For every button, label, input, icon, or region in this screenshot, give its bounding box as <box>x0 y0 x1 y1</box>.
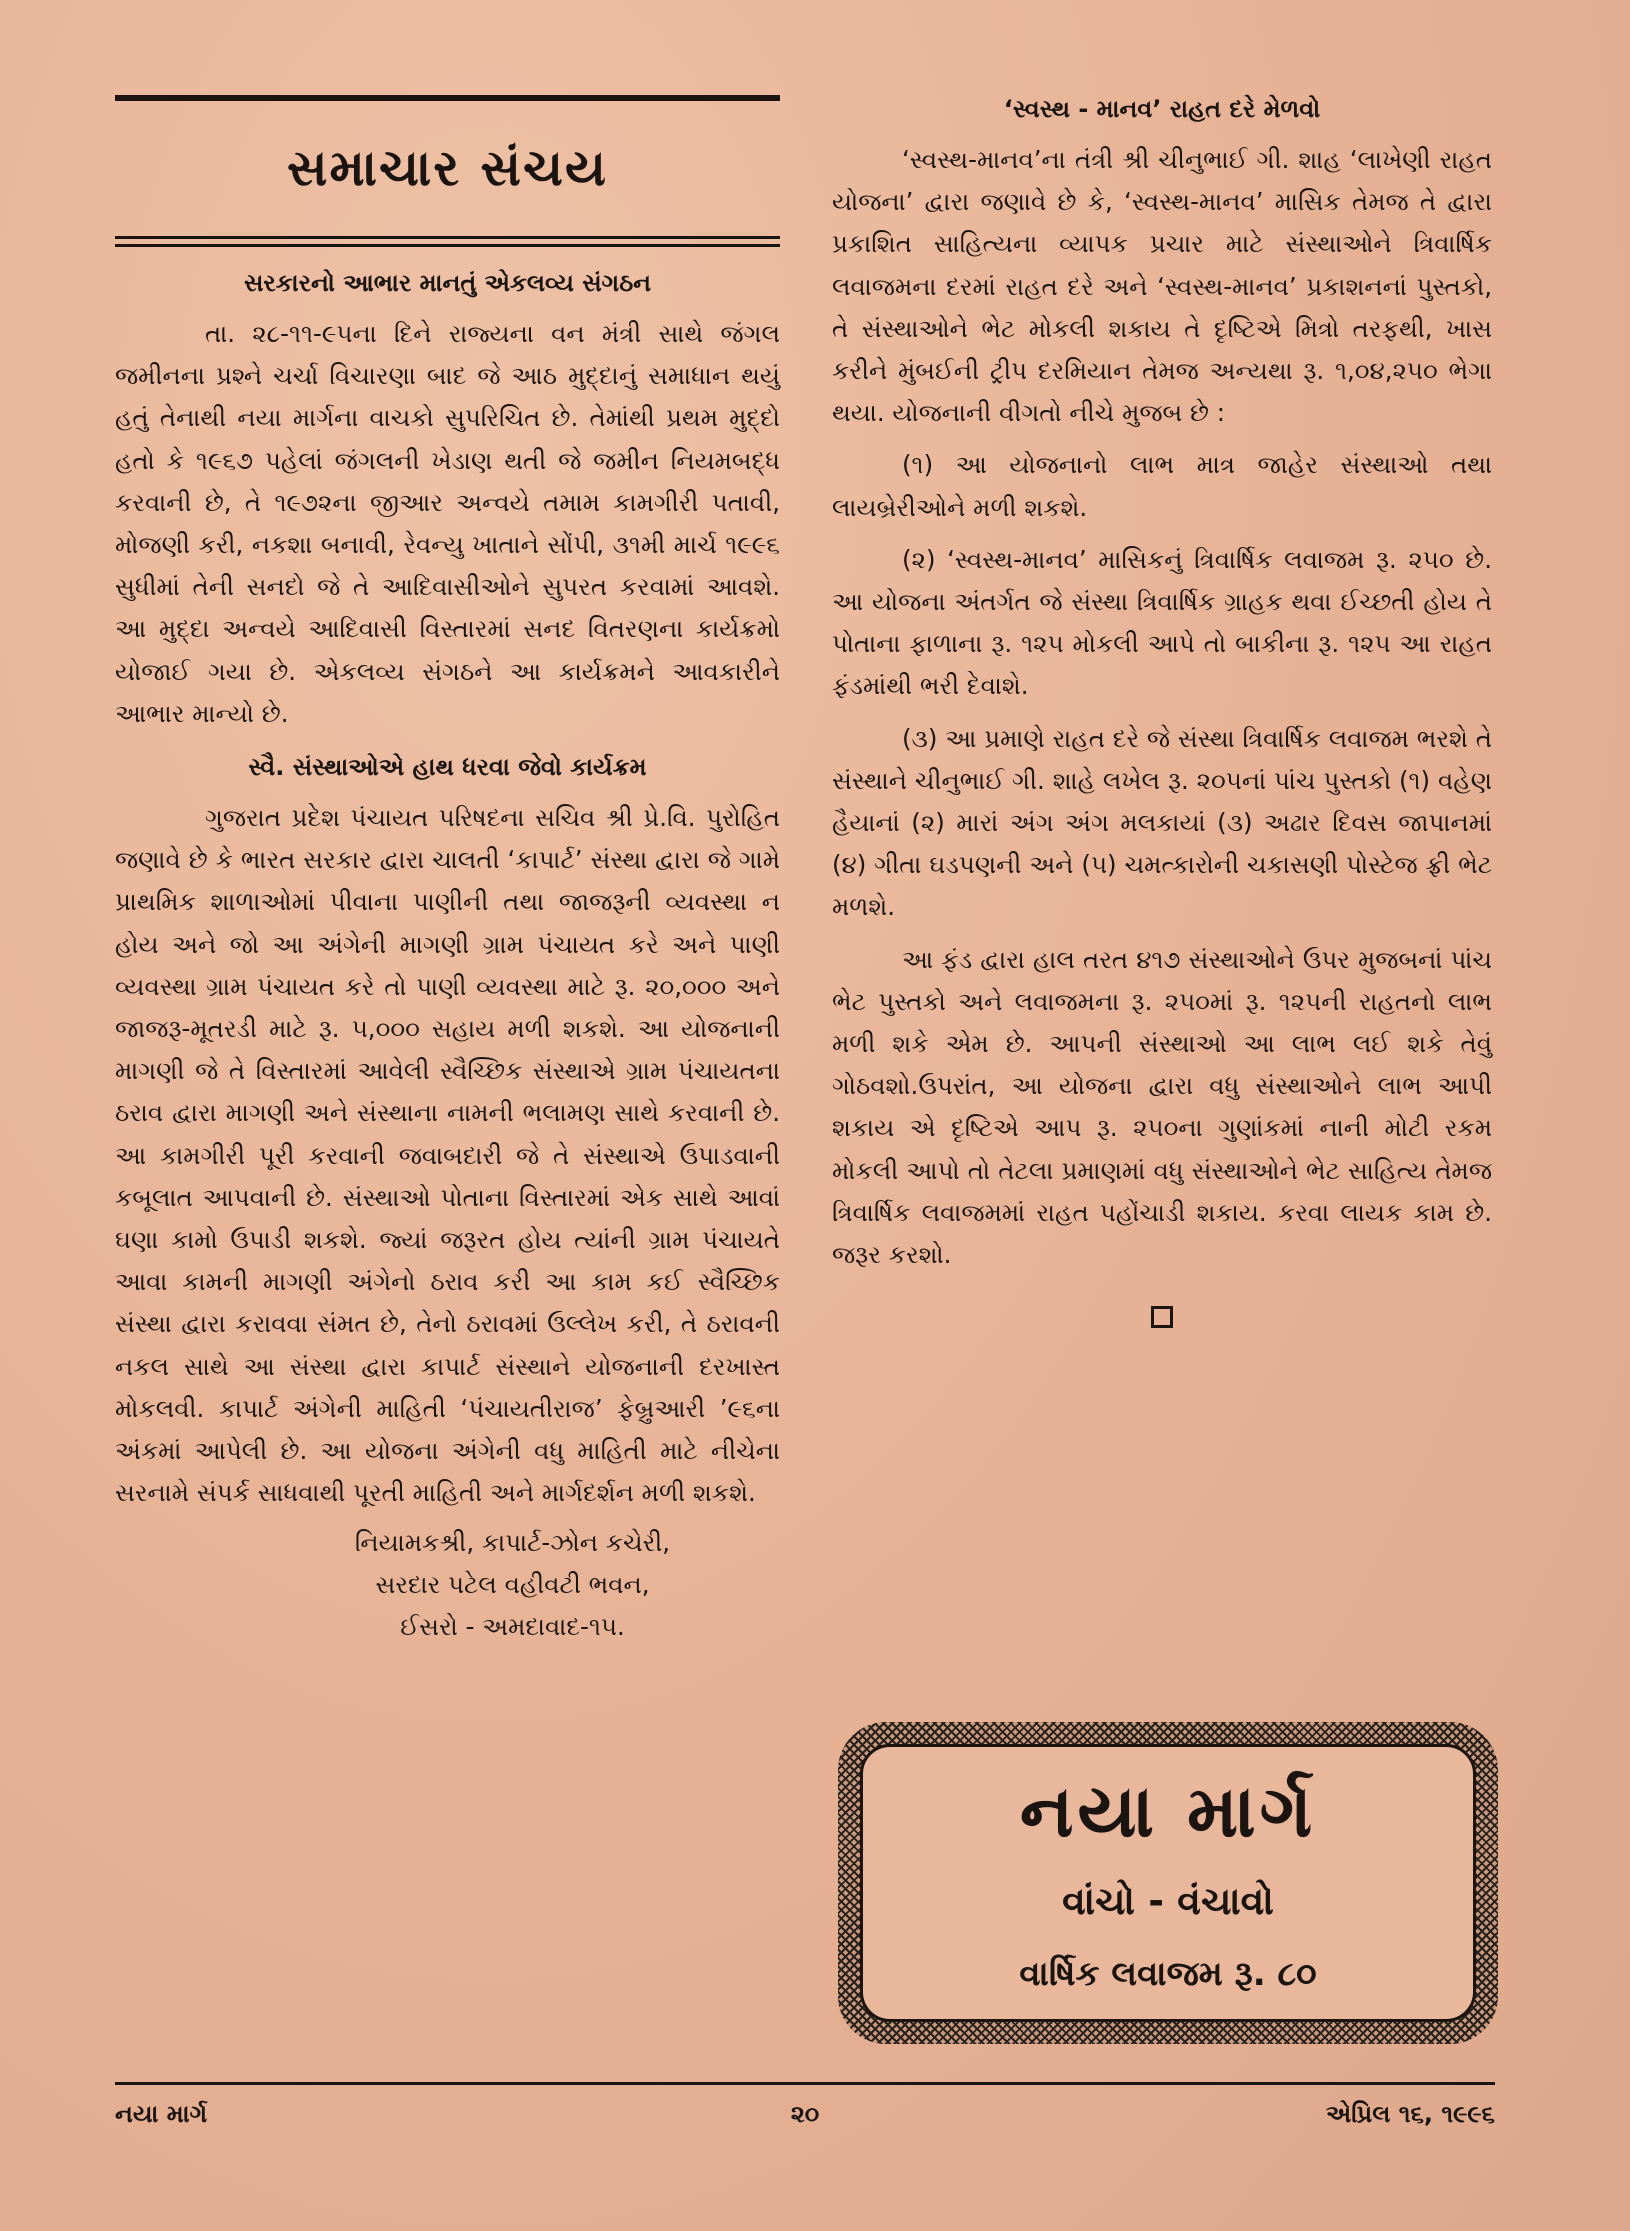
promo-title: નયા માર્ગ <box>1019 1769 1317 1853</box>
promo-box-inner <box>860 1744 1476 2022</box>
article-1-headline: સરકારનો આભાર માનતું એકલવ્ય સંગઠન <box>243 269 652 297</box>
scheme-item-2: (૨) ‘સ્વસ્થ-માનવ’ માસિકનું ત્રિવાર્ષિક લવાજમ રૂ. ૨૫૦ છે. આ યોજના અંતર્ગત જે સંસ્થા ત્રિવાર્ષિક ગ્રાહક થવા ઈચ્છતી હોય તે પોતાના ફાળાના રૂ. ૧૨૫ મોકલી આપે તો બાકીના રૂ. ૧૨૫ આ રાહત ફંડમાંથી ભરી દેવાશે. <box>832 544 1492 701</box>
footer-rule <box>115 2082 1495 2085</box>
footer-page-number: ૨૦ <box>790 2100 820 2128</box>
promo-box <box>838 1722 1498 2044</box>
left-column <box>115 95 780 1648</box>
section-masthead: સમાચાર સંચય <box>286 139 608 197</box>
scheme-item-1: (૧) આ યોજનાનો લાભ માત્ર જાહેર સંસ્થાઓ તથા લાયબ્રેરીઓને મળી શકશે. <box>832 450 1492 522</box>
article-3-headline: ‘સ્વસ્થ - માનવ’ રાહત દરે મેળવો <box>1003 95 1321 123</box>
article-2-body: ગુજરાત પ્રદેશ પંચાયત પરિષદના સચિવ શ્રી પ્રે.વિ. પુરોહિત જણાવે છે કે ભારત સરકાર દ્વારા ચાલતી ‘કાપાર્ટ’ સંસ્થા દ્વારા જે ગામે પ્રાથમિક શાળાઓમાં પીવાના પાણીની તથા જાજરૂની વ્યવસ્થા ન હોય અને જો આ અંગેની માગણી ગ્રામ પંચાયત કરે અને પાણી વ્યવસ્થા ગ્રામ પંચાયત કરે તો પાણી વ્યવસ્થા માટે રૂ. ૨૦,૦૦૦ અને જાજરૂ-મૂતરડી માટે રૂ. ૫,૦૦૦ સહાય મળી શકશે. આ યોજનાની માગણી જે તે વિસ્તારમાં આવેલી સ્વૈચ્છિક સંસ્થાએ ગ્રામ પંચાયતના ઠરાવ દ્વારા માગણી અને સંસ્થાના નામની ભલામણ સાથે કરવાની છે. આ કામગીરી પૂરી કરવાની જવાબદારી જે તે સંસ્થાએ ઉપાડવાની કબૂલાત આપવાની છે. સંસ્થાઓ પોતાના વિસ્તારમાં એક સાથે આવાં ઘણા કામો ઉપાડી શકશે. જ્યાં જરૂરત હોય ત્યાંની ગ્રામ પંચાયતે આવા કામની માગણી અંગેનો ઠરાવ કરી આ કામ કઈ સ્વૈચ્છિક સંસ્થા દ્વારા કરાવવા સંમત છે, તેનો ઠરાવમાં ઉલ્લેખ કરી, તે ઠરાવની નકલ સાથે આ સંસ્થા દ્વારા કાપાર્ટ સંસ્થાને યોજનાની દરખાસ્ત મોકલવી. કાપાર્ટ અંગેની માહિતી ‘પંચાયતીરાજ’ ફેબ્રુઆરી ’૯૬ના અંકમાં આપેલી છે. આ યોજના અંગેની વધુ માહિતી માટે નીચેના સરનામે સંપર્ક સાધવાથી પૂરતી માહિતી અને માર્ગદર્શન મળી શકશે. <box>115 803 780 1508</box>
promo-subscription: વાર્ષિક લવાજમ રૂ. ૮૦ <box>1019 1954 1317 1994</box>
right-column <box>832 95 1492 1328</box>
address-line: નિયામકશ્રી, કાપાર્ટ-ઝોન કચેરી, <box>354 1528 671 1558</box>
footer-publication: નયા માર્ગ <box>115 2100 208 2128</box>
scheme-item-3: (૩) આ પ્રમાણે રાહત દરે જે સંસ્થા ત્રિવાર્ષિક લવાજમ ભરશે તે સંસ્થાને ચીનુભાઈ ગી. શાહે લખેલ રૂ. ૨૦૫નાં પાંચ પુસ્તકો (૧) વહેણ હૈયાનાં (૨) મારાં અંગ અંગ મલકાયાં (૩) અઢાર દિવસ જાપાનમાં (૪) ગીતા ઘડપણની અને (૫) ચમત્કારોની ચકાસણી પોસ્ટેજ ફ્રી ભેટ મળશે. <box>832 723 1492 922</box>
article-2-headline: સ્વૈ. સંસ્થાઓએ હાથ ધરવા જેવો કાર્યક્રમ <box>248 753 647 782</box>
promo-subtitle: વાંચો - વંચાવો <box>1062 1879 1274 1923</box>
masthead-bottom-rule <box>115 236 780 247</box>
footer-date: એપ્રિલ ૧૬, ૧૯૯૬ <box>1325 2100 1495 2128</box>
address-line: સરદાર પટેલ વહીવટી ભવન, <box>375 1570 650 1600</box>
article-3-closing: આ ફંડ દ્વારા હાલ તરત ૪૧૭ સંસ્થાઓને ઉપર મુજબનાં પાંચ ભેટ પુસ્તકો અને લવાજમના રૂ. ૨૫૦માં રૂ. ૧૨૫ની રાહતનો લાભ મળી શકે એમ છે. આપની સંસ્થાઓ આ લાભ લઈ શકે તેવું ગોઠવશો.ઉપરાંત, આ યોજના દ્વારા વધુ સંસ્થાઓને લાભ આપી શકાય એ દૃષ્ટિએ આપ રૂ. ૨૫૦ના ગુણાંકમાં નાની મોટી રકમ મોકલી આપો તો તેટલા પ્રમાણમાં વધુ સંસ્થાઓને ભેટ સાહિત્ય તેમજ ત્રિવાર્ષિક લવાજમમાં રાહત પહોંચાડી શકાય. કરવા લાયક કામ છે. જરૂર કરશો. <box>832 944 1492 1270</box>
article-1-body: તા. ૨૮-૧૧-૯૫ના દિને રાજ્યના વન મંત્રી સાથે જંગલ જમીનના પ્રશ્ને ચર્ચા વિચારણા બાદ જે આઠ મુદ્દાનું સમાધાન થયું હતું તેનાથી નયા માર્ગના વાચકો સુપરિચિત છે. તેમાંથી પ્રથમ મુદ્દો હતો કે ૧૯૬૭ પહેલાં જંગલની ખેડાણ થતી જે જમીન નિયમબદ્ધ કરવાની છે, તે ૧૯૭૨ના જીઆર અન્વયે તમામ કામગીરી પતાવી, મોજણી કરી, નકશા બનાવી, રેવન્યુ ખાતાને સોંપી, ૩૧મી માર્ચ ૧૯૯૬ સુધીમાં તેની સનદો જે તે આદિવાસીઓને સુપરત કરવામાં આવશે. આ મુદ્દા અન્વયે આદિવાસી વિસ્તારમાં સનદ વિતરણના કાર્યક્રમો યોજાઈ ગયા છે. એકલવ્ય સંગઠને આ કાર્યક્રમને આવકારીને આભાર માન્યો છે. <box>115 319 780 728</box>
article-3-intro: ‘સ્વસ્થ-માનવ’ના તંત્રી શ્રી ચીનુભાઈ ગી. શાહ ‘લાખેણી રાહત યોજના’ દ્વારા જણાવે છે કે, ‘સ્વસ્થ-માનવ’ માસિક તેમજ તે દ્વારા પ્રકાશિત સાહિત્યના વ્યાપક પ્રચાર માટે સંસ્થાઓને ત્રિવાર્ષિક લવાજમના દરમાં રાહત દરે અને ‘સ્વસ્થ-માનવ’ પ્રકાશનનાં પુસ્તકો, તે સંસ્થાઓને ભેટ મોકલી શકાય તે દૃષ્ટિએ મિત્રો તરફથી, ખાસ કરીને મુંબઈની ટ્રીપ દરમિયાન તેમજ અન્યથા રૂ. ૧,૦૪,૨૫૦ ભેગા થયા. યોજનાની વીગતો નીચે મુજબ છે : <box>832 145 1492 428</box>
end-of-article-square-icon <box>1151 1306 1173 1328</box>
address-line: ઈસરો - અમદાવાદ-૧૫. <box>400 1612 625 1642</box>
contact-address <box>115 1522 780 1648</box>
